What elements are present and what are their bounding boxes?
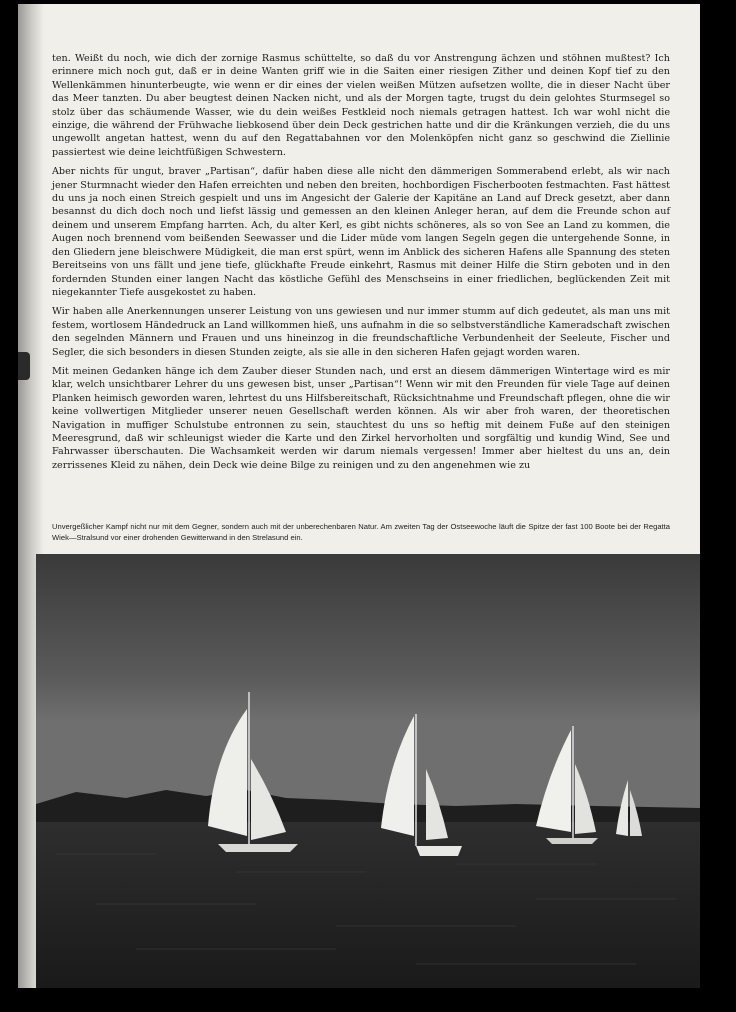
- book-page: [18, 4, 700, 988]
- sky: [36, 554, 700, 824]
- paragraph-2: Aber nichts für ungut, braver „Partisan“, dafür haben diese alle nicht den dämmerigen Sommerabend erlebt, als wir nach jener Sturmnacht wieder den Hafen erreichten und neben den breiten, hochbordigen Fischerbooten festmachten. Fast hättest du uns ja noch einen Streich gespielt und uns im Angesicht der Galerie der Kapitäne an Land auf Dreck gesetzt, aber dann besannst du dich doch noch und liefst lässig und gemessen an den kleinen Anleger heran, auf dem die Freunde schon auf deinem und unserem Empfang harrten. Ach, du alter Kerl, es gibt nichts schöneres, als so von See an Land zu kommen, die Augen noch brennend vom beißenden Seewasser und die Lider müde vom langen Segeln gegen die untergehende Sonne, in den Gliedern jene bleischwere Müdigkeit, die man erst spürt, wenn im Anblick des sicheren Hafens alle Spannung des steten Bereitseins von uns fällt und jene tiefe, glückhafte Freude einkehrt, Rasmus mit deiner Hilfe die Stirn geboten und in den fordernden Stunden einer langen Nacht das köstliche Gefühl des Menschseins in einer friedlichen, beglückenden Zeit mit niegekannter Tiefe ausgekostet zu haben.: [52, 166, 670, 298]
- sailboats-illustration: [36, 554, 700, 988]
- paragraph-4: Mit meinen Gedanken hänge ich dem Zauber dieser Stunden nach, und erst an diesem dämmerigen Wintertage wird es mir klar, welch unsichtbarer Lehrer du uns gewesen bist, unser „Partisan“! Wenn wir mit den Freunden für viele Tage auf deinen Planken heimisch geworden waren, lehrtest du uns Hilfsbereitschaft, Rücksichtnahme und Freundschaft pflegen, ohne die wir keine vollwertigen Mitglieder unserer neuen Gesellschaft werden können. Als wir aber froh waren, der theoretischen Navigation in muffiger Schulstube entronnen zu sein, stauchtest du uns so heftig mit deinem Fuße auf den steinigen Meeresgrund, daß wir schleunigst wieder die Karte und den Zirkel hervorholten und sorgfältig und kundig Wind, See und Fahrwasser überschauten. Die Wachsamkeit werden wir darum niemals vergessen! Immer aber hieltest du uns an, dein zerrissenes Kleid zu nähen, dein Deck wie deine Bilge zu reinigen und zu den angenehmen wie zu: [52, 365, 670, 471]
- paragraph-3: Wir haben alle Anerkennungen unserer Leistung von uns gewiesen und nur immer stumm auf dich gedeutet, als man uns mit festem, wortlosem Händedruck an Land willkommen hieß, uns aufnahm in die so selbstverständliche Kameradschaft zwischen den segelnden Männern und Frauen und uns hineinzog in die freundschaftliche Verbundenheit der Seeleute, Fischer und Segler, die sich besonders in diesen Stunden zeigte, als sie alle in den sicheren Hafen gejagt worden waren.: [52, 306, 670, 358]
- binding-clip: [18, 352, 30, 380]
- paragraph-1: ten. Weißt du noch, wie dich der zornige Rasmus schüttelte, so daß du vor Anstrengung ächzen und stöhnen mußtest? Ich erinnere mich noch gut, daß er in deine Wanten griff wie in die Saiten einer riesigen Zither und deinen Kopf tief zu den Wellenkämmen hinunterbeugte, wie wenn er dir eines der vielen weißen Mützen aufsetzen wollte, die in dieser Nacht über das Meer tanzten. Du aber beugtest deinen Nacken nicht, und als der Morgen tagte, trugst du dein gelohtes Sturmsegel so stolz über das schäumende Wasser, wie du dein weißes Festkleid noch niemals getragen hattest. Ich war wohl nicht die einzige, die während der Frühwache liebkosend über dein Deck gestrichen hatte und dir die Kränkungen verzieh, die du uns ungewollt angetan hattest, wenn du auf den Regattabahnen vor den Molenköpfen nicht ganz so geschwind die Ziellinie passiertest wie deine leichtfüßigen Schwestern.: [52, 53, 670, 158]
- regatta-photo: [36, 554, 700, 988]
- scan-border: [700, 0, 736, 1012]
- sea: [36, 822, 700, 988]
- body-text: [52, 52, 670, 478]
- photo-caption: Unvergeßlicher Kampf nicht nur mit dem Gegner, sondern auch mit der unberechenbaren Natur. Am zweiten Tag der Ostseewoche läuft die Spitze der fast 100 Boote bei der Regatta Wiek—Stralsund vor einer drohenden Gewitterwand in den Strelasund ein.: [52, 522, 670, 542]
